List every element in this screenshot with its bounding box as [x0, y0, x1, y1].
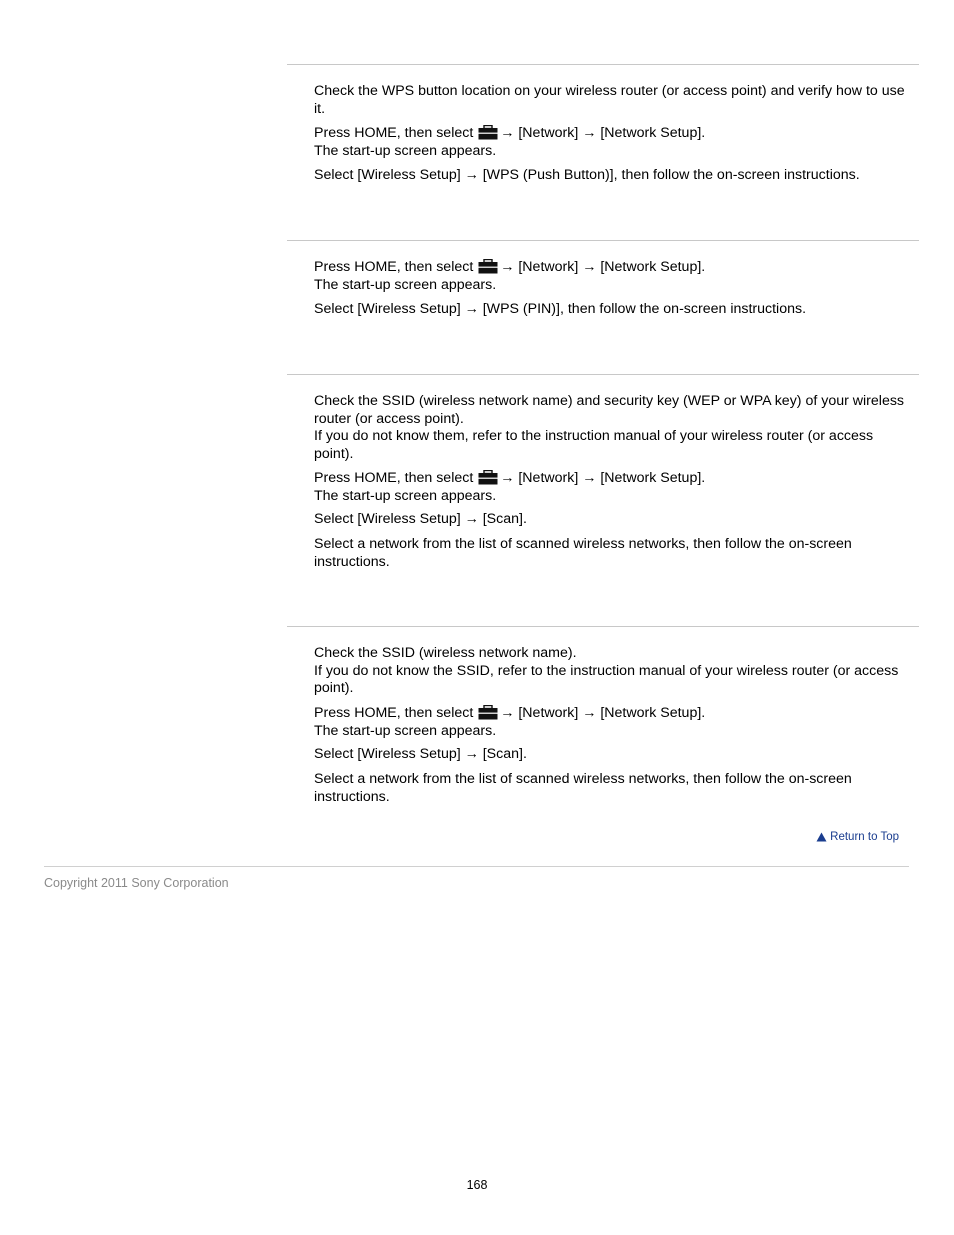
toolbox-icon [478, 705, 498, 720]
page-number: 168 [466, 1178, 488, 1192]
toolbox-icon [478, 259, 498, 274]
section-divider [287, 240, 919, 241]
toolbox-icon [478, 470, 498, 485]
instruction-text: Check the SSID (wireless network name). If you do not know the SSID, refer to the instruction manual of your wireless router (or access point). [314, 645, 899, 696]
instruction-text: Press HOME, then select → [Network] → [Network Setup]. The start-up screen appears. [314, 125, 706, 159]
return-to-top-link[interactable] [816, 831, 899, 843]
toolbox-icon [478, 125, 498, 140]
instruction-text: Check the SSID (wireless network name) and security key (WEP or WPA key) of your wireless router (or access point). If you do not know them, refer to the instruction manual of your wireless router (or access point). [314, 393, 905, 462]
instruction-text: Select [Wireless Setup] → [WPS (Push Button)], then follow the on-screen instructions. [314, 167, 860, 183]
footer-divider [44, 866, 909, 867]
instruction-text: Press HOME, then select → [Network] → [Network Setup]. The start-up screen appears. [314, 259, 706, 293]
instruction-text: Select a network from the list of scanned wireless networks, then follow the on-screen instructions. [314, 771, 852, 805]
triangle-up-icon [816, 832, 827, 842]
return-to-top-label: Return to Top [830, 831, 899, 843]
instruction-text: Select a network from the list of scanned wireless networks, then follow the on-screen instructions. [314, 536, 852, 570]
section-divider [287, 626, 919, 627]
instruction-text: Select [Wireless Setup] → [Scan]. [314, 746, 527, 762]
instruction-text: Press HOME, then select → [Network] → [Network Setup]. The start-up screen appears. [314, 705, 706, 739]
instruction-text: Select [Wireless Setup] → [WPS (PIN)], then follow the on-screen instructions. [314, 301, 807, 317]
instruction-text: Check the WPS button location on your wireless router (or access point) and verify how to use it. [314, 83, 905, 117]
instruction-text: Select [Wireless Setup] → [Scan]. [314, 511, 527, 527]
copyright-text: Copyright 2011 Sony Corporation [44, 876, 229, 890]
section-divider [287, 64, 919, 65]
section-divider [287, 374, 919, 375]
instruction-text: Press HOME, then select → [Network] → [Network Setup]. The start-up screen appears. [314, 470, 706, 504]
